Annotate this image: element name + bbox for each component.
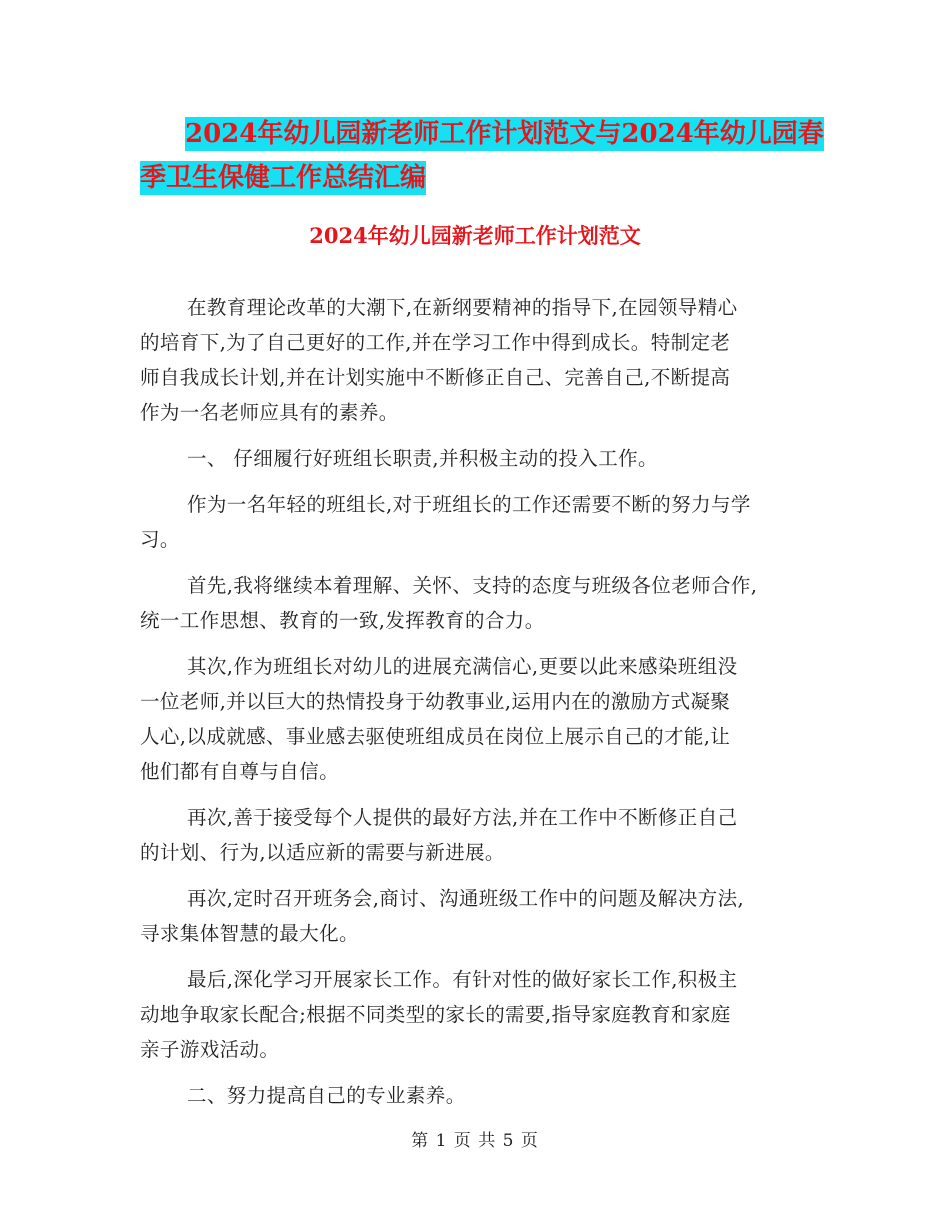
paragraph-line: 的培育下,为了自己更好的工作,并在学习工作中得到成长。特制定老 [140,331,731,354]
paragraph-line: 习。 [140,528,180,551]
paragraph [140,487,820,557]
section-title: 2024年幼儿园新老师工作计划范文 [309,223,641,248]
paragraph-line: 在教育理论改革的大潮下,在新纲要精神的指导下,在园领导精心 [187,296,738,319]
document-title [140,112,840,200]
paragraph-line: 作为一名年轻的班组长,对于班组长的工作还需要不断的努力与学 [187,493,751,516]
paragraph [140,800,820,870]
paragraph-line: 作为一名老师应具有的素养。 [140,401,399,424]
paragraph-line: 二、努力提高自己的专业素养。 [187,1084,466,1107]
paragraph-line: 亲子游戏活动。 [140,1038,280,1061]
paragraph-line: 一位老师,并以巨大的热情投身于幼教事业,运用内在的激励方式凝聚 [140,690,731,713]
paragraph [140,962,820,1067]
paragraph [140,881,820,951]
paragraph-line: 师自我成长计划,并在计划实施中不断修正自己、完善自己,不断提高 [140,366,731,389]
paragraph-line: 再次,定时召开班务会,商讨、沟通班级工作中的问题及解决方法, [187,887,745,910]
title-highlight: 季卫生保健工作总结汇编 [140,163,427,193]
paragraph [140,290,820,430]
paragraph [140,649,820,789]
paragraph-line: 人心,以成就感、事业感去驱使班组成员在岗位上展示自己的才能,让 [140,725,731,748]
page-footer: 第 1 页 共 5 页 [411,1131,539,1151]
paragraph-line: 其次,作为班组长对幼儿的进展充满信心,更要以此来感染班组没 [187,655,738,678]
paragraph-line: 寻求集体智慧的最大化。 [140,922,359,945]
paragraph-line: 统一工作思想、教育的一致,发挥教育的合力。 [140,609,545,632]
paragraph-line: 一、 仔细履行好班组长职责,并积极主动的投入工作。 [187,447,658,470]
paragraph-line: 动地争取家长配合;根据不同类型的家长的需要,指导家庭教育和家庭 [140,1003,731,1026]
title-highlight: 2024年幼儿园新老师工作计划范文与2024年幼儿园春 [185,119,824,149]
paragraph-line: 再次,善于接受每个人提供的最好方法,并在工作中不断修正自己 [187,806,738,829]
document-body [140,290,820,1124]
document-title-line-1 [140,112,840,156]
paragraph-line: 的计划、行为,以适应新的需要与新进展。 [140,841,505,864]
paragraph [140,1078,820,1113]
paragraph-line: 他们都有自尊与自信。 [140,760,340,783]
paragraph-line: 最后,深化学习开展家长工作。有针对性的做好家长工作,积极主 [187,968,738,991]
document-title-line-2 [140,156,840,200]
paragraph-line: 首先,我将继续本着理解、关怀、支持的态度与班级各位老师合作, [187,574,758,597]
paragraph [140,441,820,476]
paragraph [140,568,820,638]
